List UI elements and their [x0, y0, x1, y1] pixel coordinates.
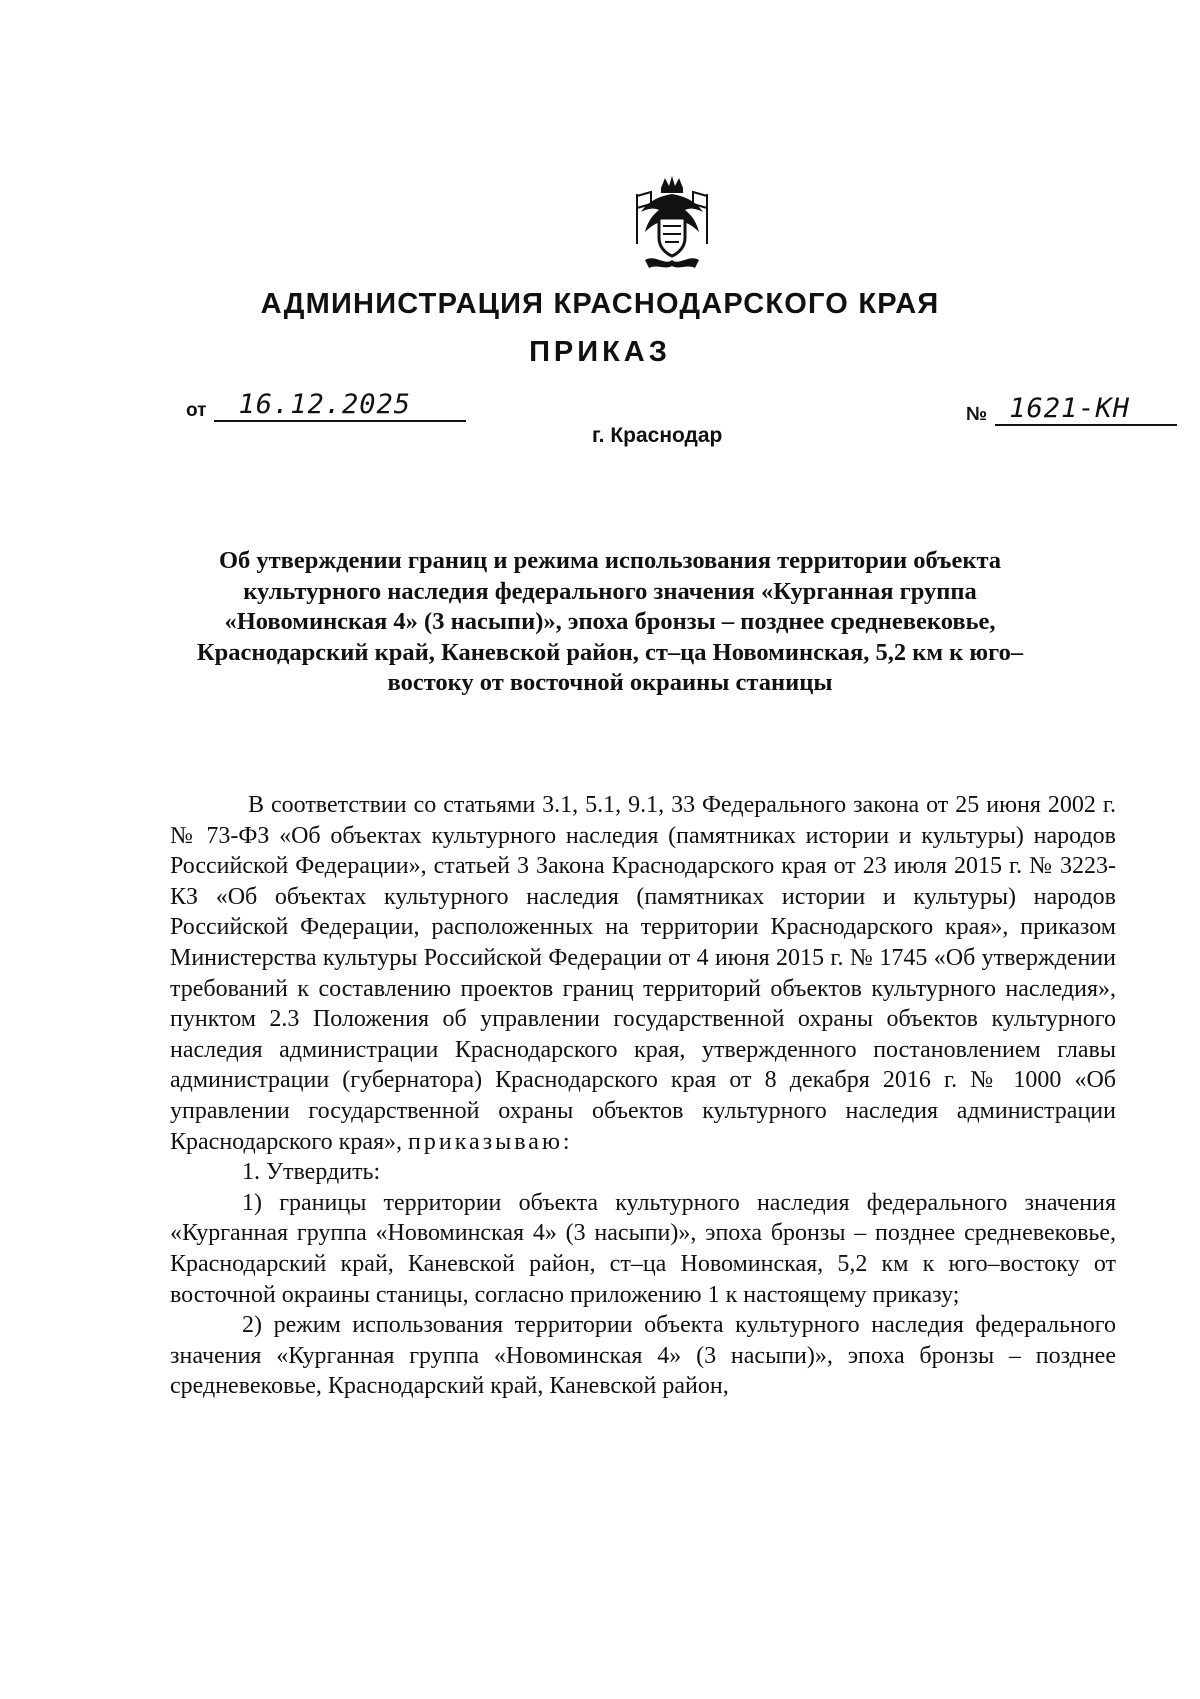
document-title: Об утверждении границ и режима использования территории объекта культурного наследия федерального значения «Курганная группа «Новоминская 4» (3 насыпи)», эпоха бронзы – позднее средневековье, Краснодарский край, Каневской район, ст–ца Новоминская, 5,2 км к юго–востоку от восточной окраины станицы — [196, 547, 1024, 696]
date-value: 16.12.2025 — [214, 390, 466, 422]
document-body — [170, 790, 1116, 1402]
item-1-2: 2) режим использования территории объекта культурного наследия федерального значения «Курганная группа «Новоминская 4» (3 насыпи)», эпоха бронзы – позднее средневековье, Краснодарский край, Каневской район, — [170, 1312, 1116, 1400]
preamble — [170, 790, 1116, 1157]
item-1-1: 1) границы территории объекта культурного наследия федерального значения «Курганная группа «Новоминская 4» (3 насыпи)», эпоха бронзы – позднее средневековье, Краснодарский край, Каневской район, ст–ца Новоминская, 5,2 км к юго–востоку от восточной окраины станицы, согласно приложению 1 к настоящему приказу; — [170, 1189, 1116, 1308]
number-value: 1621-КН — [995, 394, 1177, 426]
date-field — [186, 390, 466, 422]
document-type: ПРИКАЗ — [529, 336, 671, 368]
number-field — [966, 394, 1177, 426]
number-label: № — [966, 404, 988, 425]
order-word: приказываю: — [408, 1128, 573, 1155]
preamble-text: В соответствии со статьями 3.1, 5.1, 9.1, 33 Федерального закона от 25 июня 2002 г. № 73-ФЗ «Об объектах культурного наследия (памятниках истории и культуры) народов Российской Федерации», статьей 3 Закона Краснодарского края от 23 июля 2015 г. № 3223-КЗ «Об объектах культурного наследия (памятниках истории и культуры) народов Российской Федерации, расположенных на территории Краснодарского края», приказом Министерства культуры Российской Федерации от 4 июня 2015 г. № 1745 «Об утверждении требований к составлению проектов границ территорий объектов культурного наследия», пунктом 2.3 Положения об управлении государственной охраны объектов культурного наследия администрации Краснодарского края, утвержденного постановлением главы администрации (губернатора) Краснодарского края от 8 декабря 2016 г. № 1000 «Об управлении государственной охраны объектов культурного наследия администрации Краснодарского края», — [170, 792, 1116, 1155]
organization-name: АДМИНИСТРАЦИЯ КРАСНОДАРСКОГО КРАЯ — [260, 288, 940, 320]
city: г. Краснодар — [592, 424, 723, 447]
coat-of-arms-icon — [631, 174, 713, 274]
date-label: от — [186, 400, 207, 421]
item-1: 1. Утвердить: — [242, 1159, 381, 1186]
